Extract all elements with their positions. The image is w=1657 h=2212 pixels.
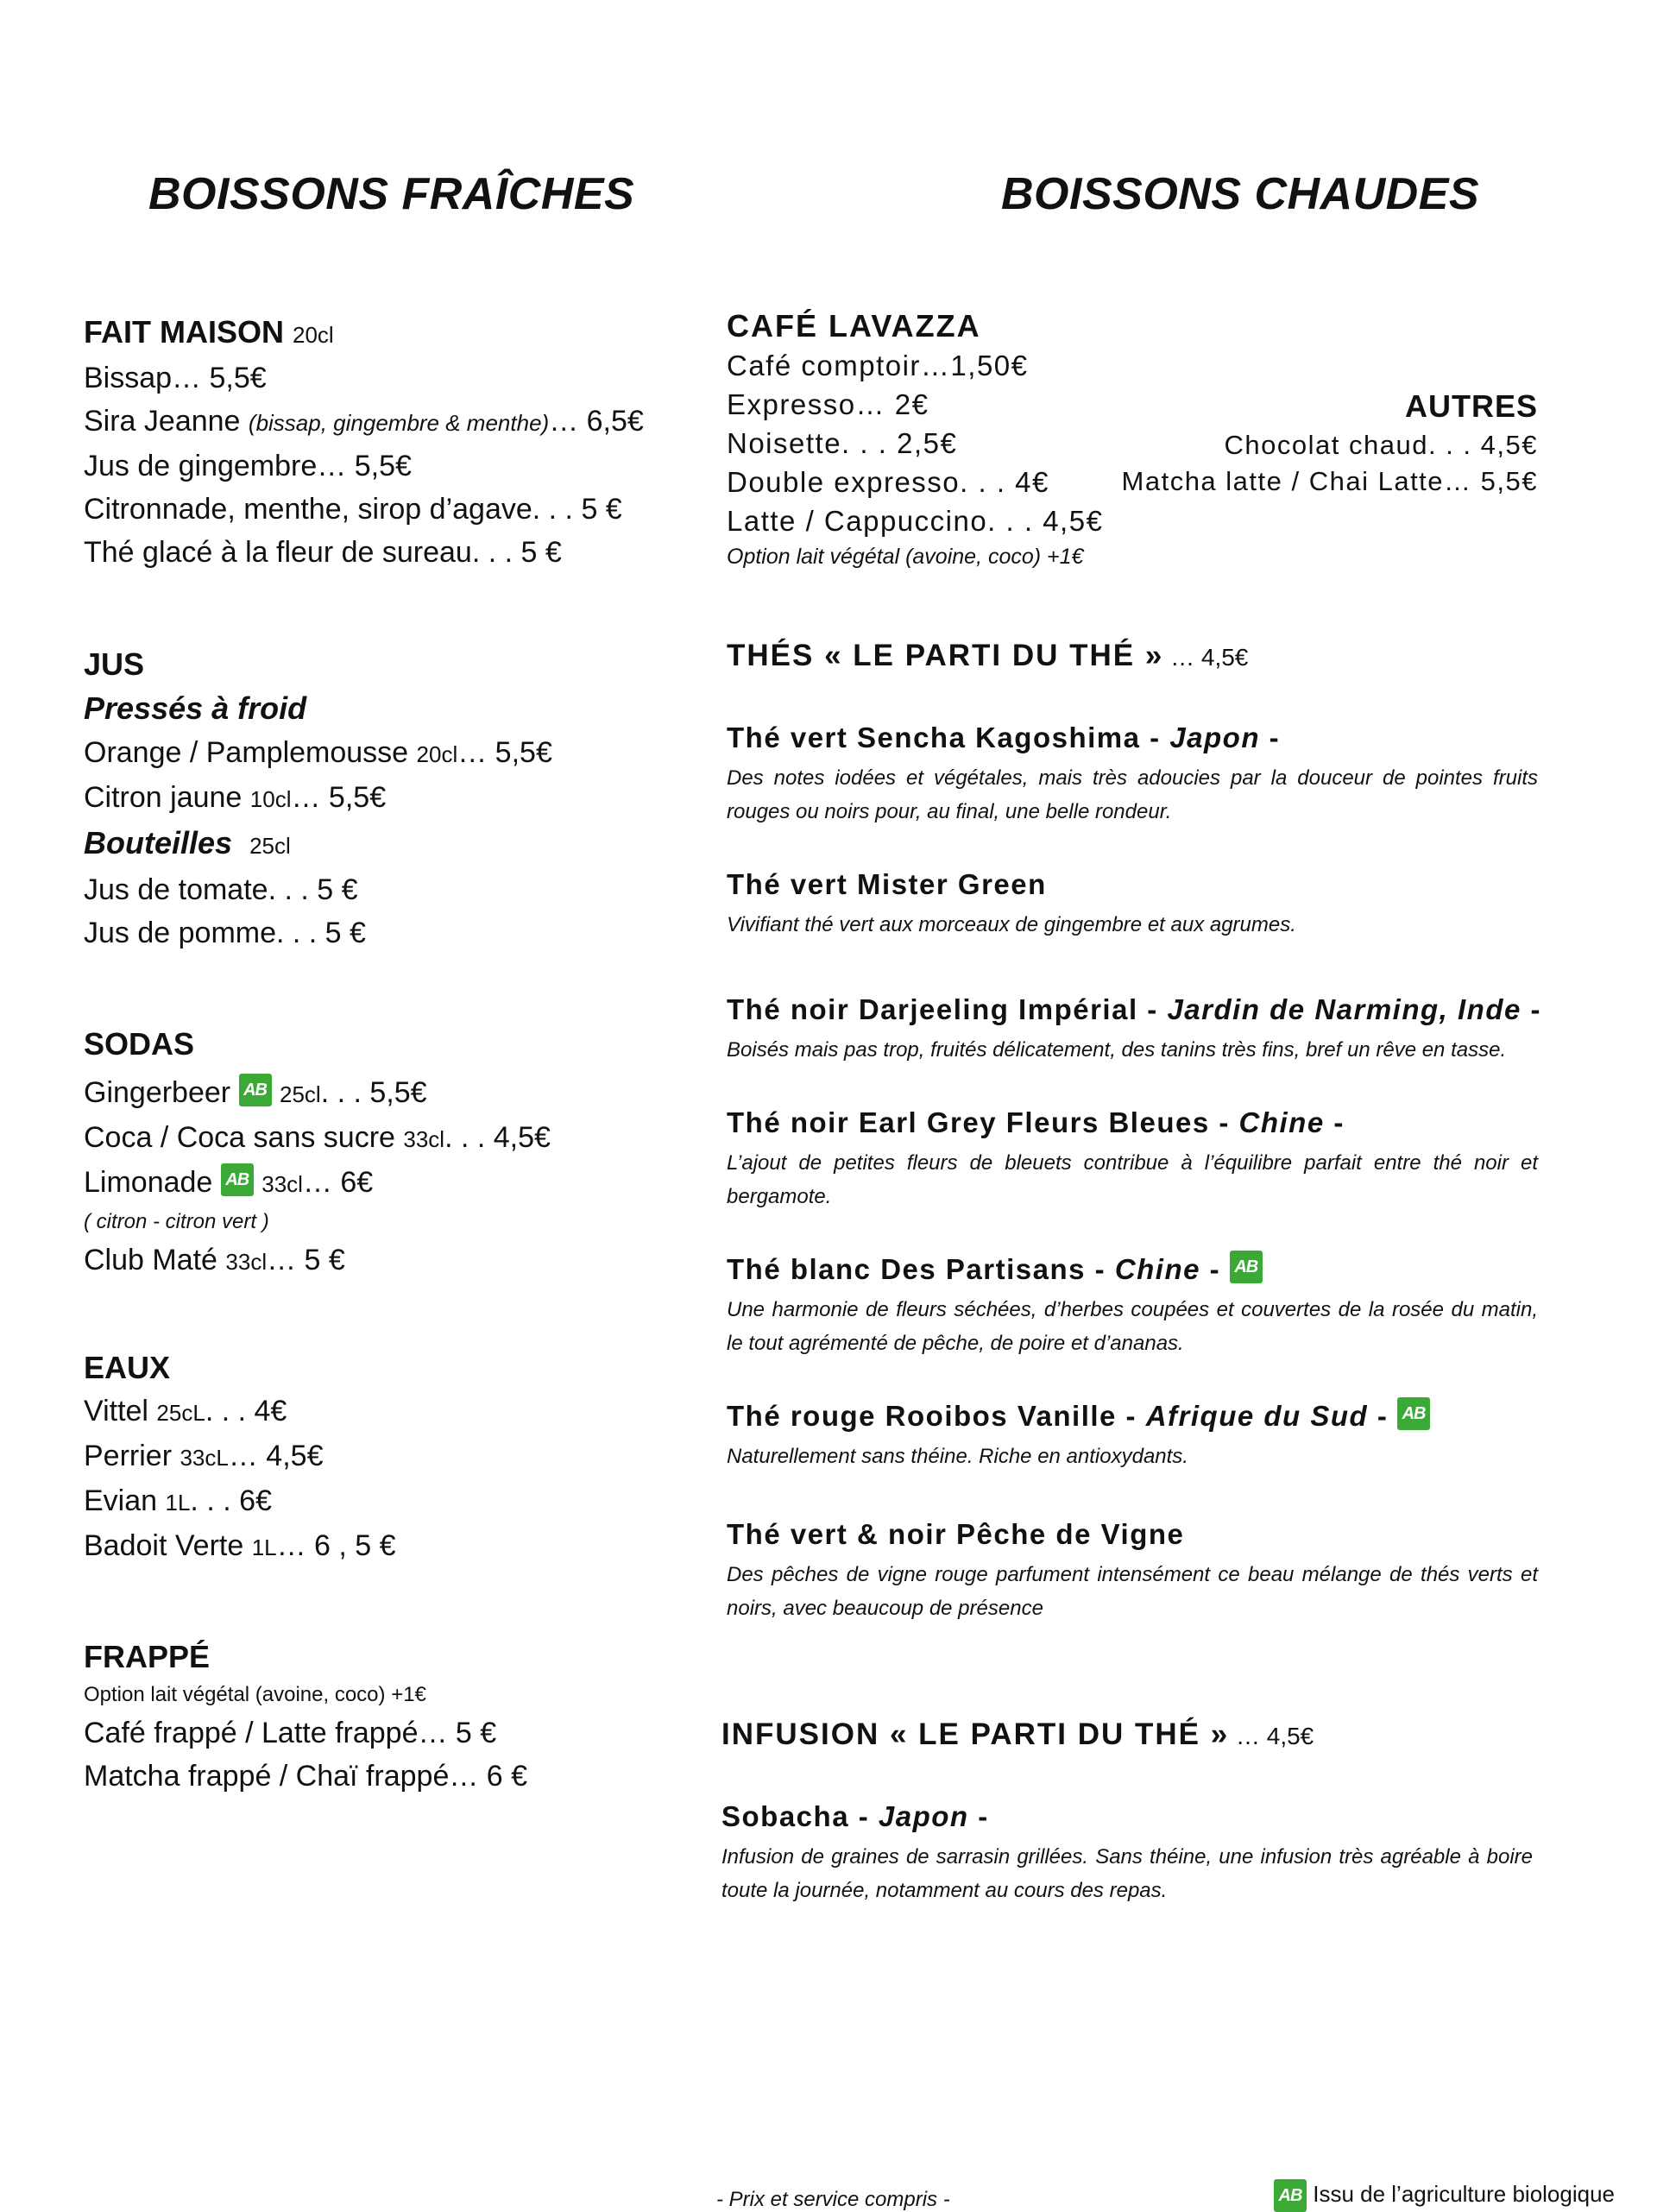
item-name: Evian xyxy=(84,1484,166,1517)
item-price: 5 € xyxy=(447,1717,497,1749)
item-price: . . . 4,5€ xyxy=(444,1121,551,1154)
tea-description: Boisés mais pas trop, fruités délicatement, des tanins très fins, bref un rêve en tasse. xyxy=(727,1038,1507,1062)
section-frappe xyxy=(84,1635,705,1798)
item-name: Latte / Cappuccino. . . xyxy=(727,505,1034,537)
item-name: Coca / Coca sans sucre xyxy=(84,1121,404,1154)
item-price: . . . 6€ xyxy=(190,1484,272,1517)
item-price: 5,5€ xyxy=(346,450,412,482)
menu-item-jus-tomate xyxy=(84,868,705,911)
tea-item xyxy=(727,1103,1538,1213)
limonade-note: ( citron - citron vert ) xyxy=(84,1210,269,1233)
item-name: Matcha frappé / Chaï frappé… xyxy=(84,1760,479,1793)
item-size: 33cl xyxy=(261,1171,303,1197)
frappe-heading: FRAPPÉ xyxy=(84,1639,211,1674)
item-name: Perrier xyxy=(84,1440,180,1472)
section-jus xyxy=(84,643,705,955)
fait-maison-size: 20cl xyxy=(293,322,334,348)
menu-item-latte xyxy=(727,501,1538,540)
title-boissons-fraiches: BOISSONS FRAÎCHES xyxy=(148,169,635,219)
frappe-option: Option lait végétal (avoine, coco) +1€ xyxy=(84,1683,426,1706)
item-price: 5,5€ xyxy=(201,362,267,394)
item-name: Citronnade, menthe, sirop d’agave. . . xyxy=(84,493,573,526)
tea-title: Thé noir Earl Grey Fleurs Bleues xyxy=(727,1106,1210,1138)
thes-price: … 4,5€ xyxy=(1163,644,1249,671)
cafe-option: Option lait végétal (avoine, coco) +1€ xyxy=(727,545,1084,569)
organic-ab-icon: AB xyxy=(1274,2179,1307,2212)
section-eaux xyxy=(84,1346,705,1569)
bouteilles-heading xyxy=(84,821,705,868)
tea-name: Thé noir Darjeeling Impérial - Jardin de Narming, Inde - xyxy=(727,993,1542,1025)
tea-origin: Japon xyxy=(1169,722,1260,753)
item-size: 25cL xyxy=(156,1400,205,1426)
tea-item xyxy=(727,1515,1538,1625)
section-infusion xyxy=(721,1717,1533,1907)
item-size: 33cl xyxy=(403,1126,445,1152)
item-name: Vittel xyxy=(84,1395,157,1427)
item-size: 1L xyxy=(165,1490,191,1516)
organic-ab-icon: AB xyxy=(221,1163,254,1196)
organic-ab-icon: AB xyxy=(1230,1251,1263,1283)
item-price: 6 € xyxy=(478,1760,528,1793)
organic-ab-icon: AB xyxy=(1397,1397,1430,1430)
menu-item-jus-pomme xyxy=(84,911,705,955)
menu-item-orange xyxy=(84,731,705,776)
organic-legend-text: Issu de l’agriculture biologique xyxy=(1313,2180,1616,2207)
menu-item-bissap xyxy=(84,356,705,400)
menu-item-perrier xyxy=(84,1434,705,1479)
item-size: 10cl xyxy=(249,786,292,812)
tea-description: Une harmonie de fleurs séchées, d’herbes coupées et couvertes de la rosée du matin, le tout agrémenté de pêche, de poire et d’ananas. xyxy=(727,1298,1538,1355)
fait-maison-heading xyxy=(84,311,705,356)
item-price: 2€ xyxy=(885,388,929,420)
item-name: Café frappé / Latte frappé… xyxy=(84,1717,448,1749)
tea-origin: Japon xyxy=(878,1800,969,1832)
section-thes xyxy=(727,639,1542,1625)
organic-ab-icon: AB xyxy=(239,1074,272,1106)
organic-legend xyxy=(1274,2179,1615,2212)
infusion-title: INFUSION « LE PARTI DU THÉ » xyxy=(721,1717,1230,1751)
thes-heading xyxy=(727,639,1538,673)
tea-name: Thé noir Earl Grey Fleurs Bleues - Chine - xyxy=(727,1106,1345,1138)
item-price: 1,50€ xyxy=(950,350,1029,381)
menu-item-sira-jeanne xyxy=(84,400,705,444)
tea-description: Vivifiant thé vert aux morceaux de gingembre et aux agrumes. xyxy=(727,913,1296,936)
item-name: Noisette. . . xyxy=(727,427,888,459)
item-price: 5 € xyxy=(308,873,358,906)
section-autres xyxy=(1122,386,1538,500)
tea-description: L’ajout de petites fleurs de bleuets contribue à l’équilibre parfait entre thé noir et bergamote. xyxy=(727,1151,1538,1208)
tea-name: Thé rouge Rooibos Vanille - Afrique du Sud - AB xyxy=(727,1396,1538,1436)
tea-description: Infusion de graines de sarrasin grillées. Sans théine, une infusion très agréable à boire toute la journée, notamment au cours des repas. xyxy=(721,1845,1533,1902)
tea-origin: Chine xyxy=(1114,1253,1200,1285)
tea-origin: Jardin de Narming, Inde xyxy=(1167,993,1522,1025)
item-size: 25cl xyxy=(280,1081,321,1107)
menu-item-jus-gingembre xyxy=(84,444,705,488)
tea-origin: Afrique du Sud xyxy=(1145,1400,1369,1432)
menu-item-cafe-frappe xyxy=(84,1711,705,1755)
tea-name xyxy=(727,1515,1538,1554)
item-name: Double expresso. . . xyxy=(727,466,1006,498)
item-price: … 5,5€ xyxy=(457,736,552,769)
thes-title: THÉS « LE PARTI DU THÉ » xyxy=(727,639,1164,672)
tea-title: Thé vert Sencha Kagoshima xyxy=(727,722,1141,753)
item-name: Jus de gingembre… xyxy=(84,450,347,482)
item-name: Limonade xyxy=(84,1166,213,1199)
item-name: Jus de pomme. . . xyxy=(84,917,318,949)
item-name: Badoit Verte xyxy=(84,1529,252,1562)
tea-item xyxy=(727,1396,1538,1473)
item-price: 4,5€ xyxy=(1471,430,1538,460)
item-price: … 5,5€ xyxy=(291,781,387,814)
item-name: Orange / Pamplemousse xyxy=(84,736,417,769)
menu-item-badoit xyxy=(84,1524,705,1569)
item-price: … 5 € xyxy=(267,1244,345,1276)
item-name: Jus de tomate. . . xyxy=(84,873,309,906)
item-price: 4,5€ xyxy=(1033,505,1104,537)
tea-title: Thé blanc Des Partisans xyxy=(727,1253,1086,1285)
item-price: 5,5€ xyxy=(1471,466,1538,496)
cafe-heading: CAFÉ LAVAZZA xyxy=(727,308,981,343)
menu-item-citron xyxy=(84,776,705,821)
item-name: Citron jaune xyxy=(84,781,250,814)
menu-item-limonade xyxy=(84,1161,705,1206)
fait-maison-title: FAIT MAISON xyxy=(84,314,284,350)
section-sodas xyxy=(84,1023,705,1283)
tea-item xyxy=(727,865,1538,942)
item-price: … 6,5€ xyxy=(549,405,644,438)
jus-heading: JUS xyxy=(84,646,145,682)
tea-title: Thé rouge Rooibos Vanille xyxy=(727,1400,1117,1432)
tea-description: Des pêches de vigne rouge parfument intensément ce beau mélange de thés verts et noirs, avec beaucoup de présence xyxy=(727,1563,1538,1620)
item-name: Expresso… xyxy=(727,388,886,420)
menu-item-gingerbeer xyxy=(84,1071,705,1116)
bouteilles-title: Bouteilles xyxy=(84,825,233,860)
item-name: Gingerbeer xyxy=(84,1076,231,1109)
sodas-heading: SODAS xyxy=(84,1026,195,1062)
title-boissons-chaudes: BOISSONS CHAUDES xyxy=(1001,169,1480,219)
tea-item xyxy=(727,718,1538,829)
footer-price-note: - Prix et service compris - xyxy=(716,2188,950,2211)
tea-name: Thé vert Sencha Kagoshima - Japon - xyxy=(727,722,1281,753)
item-size: 33cL xyxy=(180,1445,229,1471)
menu-item-chocolat xyxy=(1122,427,1538,463)
menu-item-vittel xyxy=(84,1390,705,1434)
item-size: 20cl xyxy=(416,741,458,767)
item-price: 2,5€ xyxy=(887,427,958,459)
tea-item xyxy=(727,990,1542,1067)
tea-item xyxy=(721,1797,1533,1907)
item-name: Bissap… xyxy=(84,362,202,394)
tea-name: Sobacha - Japon - xyxy=(721,1800,989,1832)
item-name: Thé glacé à la fleur de sureau. . . xyxy=(84,536,513,569)
item-price: … 4,5€ xyxy=(228,1440,324,1472)
item-price: . . . 5,5€ xyxy=(320,1076,427,1109)
item-name: Club Maté xyxy=(84,1244,226,1276)
menu-item-coca xyxy=(84,1116,705,1161)
menu-item-the-glace xyxy=(84,531,705,574)
tea-origin: Chine xyxy=(1238,1106,1325,1138)
item-size: 33cl xyxy=(225,1249,268,1275)
menu-item-evian xyxy=(84,1479,705,1524)
presses-heading: Pressés à froid xyxy=(84,690,307,726)
tea-title: Sobacha xyxy=(721,1800,850,1832)
item-name: Chocolat chaud. . . xyxy=(1224,430,1472,460)
item-note: (bissap, gingembre & menthe) xyxy=(248,410,550,436)
menu-item-cafe-comptoir xyxy=(727,346,1538,385)
autres-heading: AUTRES xyxy=(1404,388,1538,424)
infusion-price: … 4,5€ xyxy=(1229,1723,1314,1749)
menu-item-matcha-latte xyxy=(1122,463,1538,500)
tea-title: Thé vert Mister Green xyxy=(727,868,1047,900)
item-name: Sira Jeanne xyxy=(84,405,249,438)
bouteilles-size: 25cl xyxy=(249,833,291,859)
tea-title: Thé noir Darjeeling Impérial xyxy=(727,993,1138,1025)
item-name: Matcha latte / Chai Latte… xyxy=(1121,466,1472,496)
tea-title: Thé vert & noir Pêche de Vigne xyxy=(727,1518,1185,1550)
item-price: … 6 , 5 € xyxy=(276,1529,396,1562)
eaux-heading: EAUX xyxy=(84,1350,171,1385)
item-size: 1L xyxy=(251,1535,277,1560)
item-price: … 6€ xyxy=(302,1166,374,1199)
tea-name xyxy=(727,865,1538,904)
item-price: 5 € xyxy=(573,493,622,526)
tea-name: Thé blanc Des Partisans - Chine - AB xyxy=(727,1250,1538,1289)
section-fait-maison xyxy=(84,311,705,574)
item-price: 4€ xyxy=(1005,466,1049,498)
item-name: Café comptoir… xyxy=(727,350,951,381)
tea-description: Des notes iodées et végétales, mais très adoucies par la douceur de pointes fruits rouges ou noirs pour, au final, une belle rondeur. xyxy=(727,766,1538,823)
menu-item-citronnade xyxy=(84,488,705,531)
item-price: 5 € xyxy=(513,536,562,569)
tea-description: Naturellement sans théine. Riche en antioxydants. xyxy=(727,1445,1188,1468)
item-price: 5 € xyxy=(317,917,366,949)
menu-item-club-mate xyxy=(84,1238,705,1283)
menu-item-matcha-frappe xyxy=(84,1755,705,1798)
tea-item xyxy=(727,1250,1538,1360)
section-cafe xyxy=(727,306,1538,573)
infusion-heading xyxy=(721,1717,1533,1752)
item-price: . . . 4€ xyxy=(205,1395,287,1427)
